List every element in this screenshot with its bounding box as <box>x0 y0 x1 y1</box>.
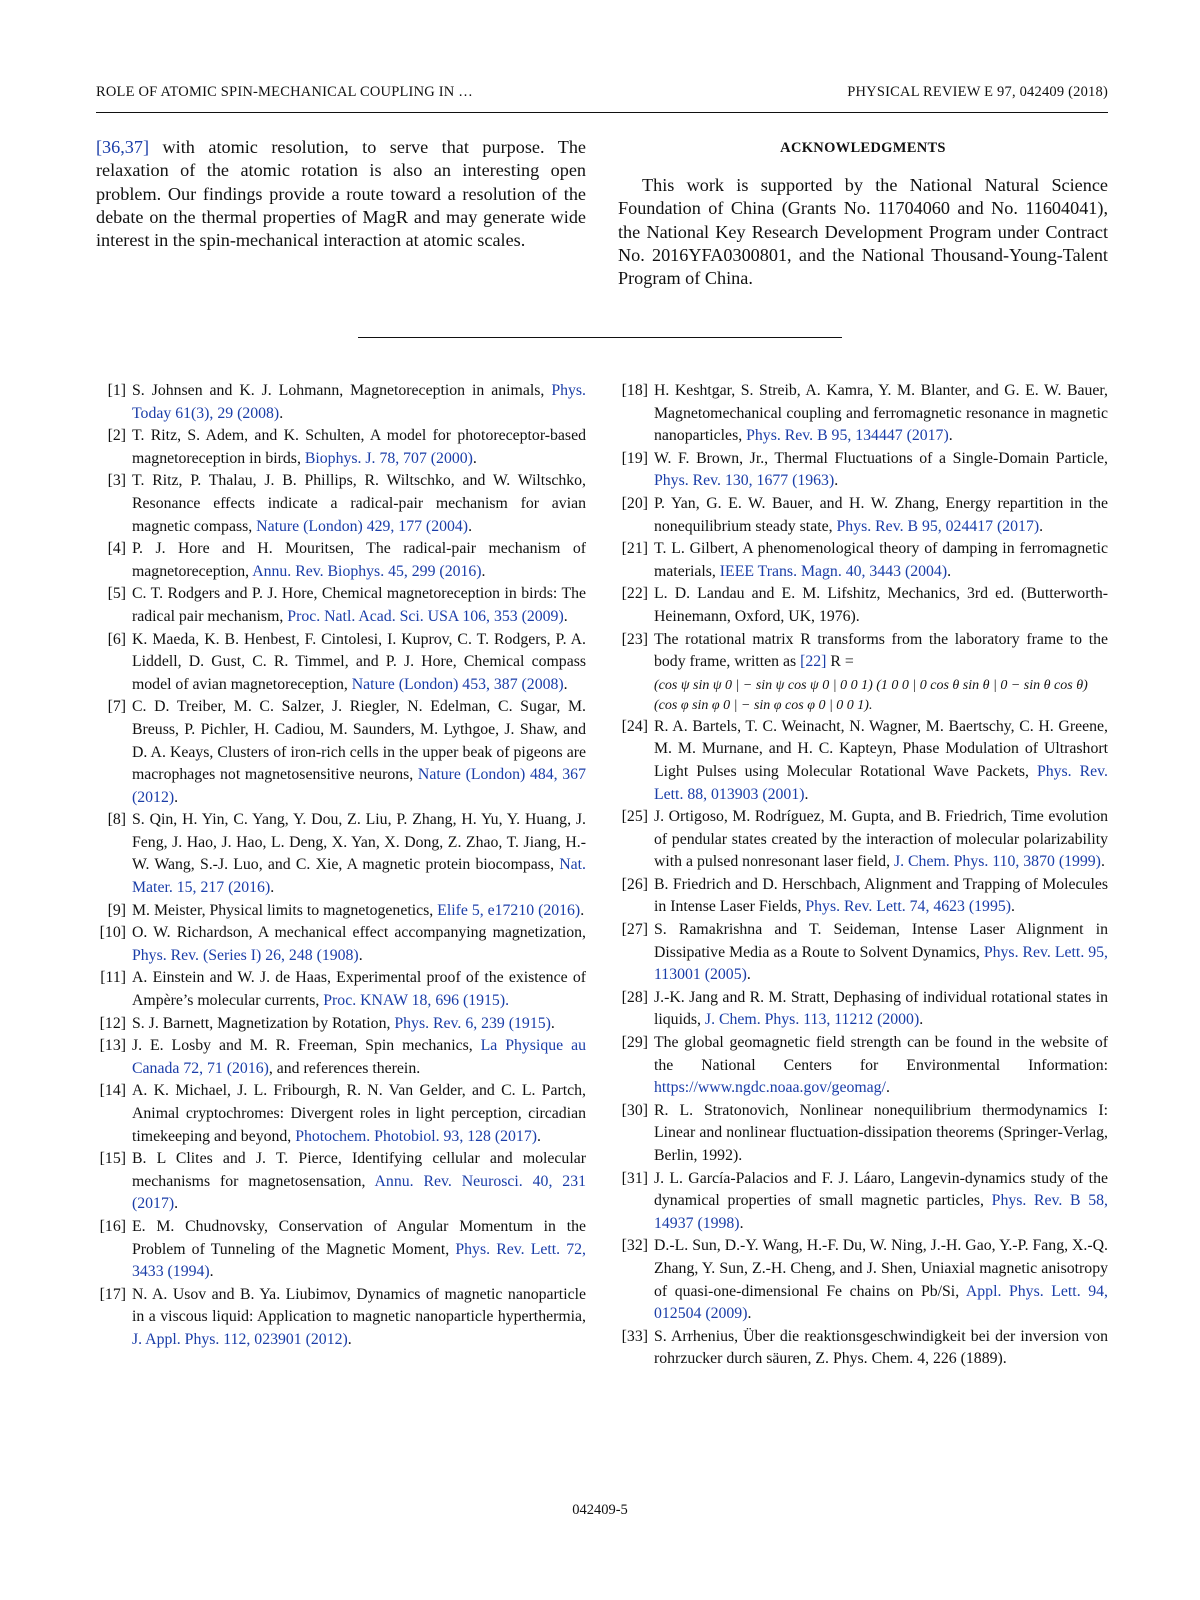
reference-item <box>618 448 1108 493</box>
reference-link[interactable]: https://www.ngdc.noaa.gov/geomag/ <box>654 1079 886 1097</box>
reference-tail: . <box>481 562 486 580</box>
reference-body: B. L Clites and J. T. Pierce, Identifying cellular and molecular mechanisms for magnetosensation, <box>132 1150 586 1190</box>
reference-item <box>618 1100 1108 1168</box>
reference-link[interactable]: Proc. KNAW 18, 696 (1915). <box>323 992 510 1010</box>
reference-text <box>654 987 1108 1032</box>
reference-item <box>96 900 586 923</box>
reference-body: S. J. Barnett, Magnetization by Rotation, <box>132 1014 395 1032</box>
reference-number: [6] <box>107 630 126 648</box>
reference-text <box>132 1284 586 1352</box>
header-journal: PHYSICAL REVIEW E 97, 042409 (2018) <box>847 84 1108 100</box>
reference-tail: . <box>563 607 568 625</box>
reference-tail: . <box>468 517 473 535</box>
reference-body: S. Johnsen and K. J. Lohmann, Magnetoreception in animals, <box>132 382 552 399</box>
reference-link[interactable]: Proc. Natl. Acad. Sci. USA 106, 353 (2009) <box>287 607 564 625</box>
reference-item <box>96 380 586 425</box>
reference-body: J. Ortigoso, M. Rodríguez, M. Gupta, and B. Friedrich, Time evolution of pendular states created by the interaction of molecular polarizability with a pulsed nonresonant laser field, <box>654 808 1108 871</box>
header-rule <box>96 112 1108 113</box>
reference-body: D.-L. Sun, D.-Y. Wang, H.-F. Du, W. Ning, J.-H. Gao, Y.-P. Fang, X.-Q. Zhang, Y. Sun, Z.-H. Cheng, and J. Shen, Uniaxial magnetic anisotropy of quasi-one-dimensional Fe chains on Pb/Si, <box>654 1237 1108 1300</box>
reference-link[interactable]: Nat. Mater. 15, 217 (2016) <box>132 856 586 897</box>
acknowledgments-text: This work is supported by the National Natural Science Foundation of China (Grants No. 11704060 and No. 11604041), the National Key Research Development Program under Contract No. 2016YFA0300801, and the National Thousand-Young-Talent Program of China. <box>618 175 1108 289</box>
reference-text <box>132 425 586 470</box>
reference-tail: . <box>746 966 751 984</box>
reference-text <box>654 538 1108 583</box>
reference-tail: . <box>536 1127 541 1145</box>
reference-item <box>96 583 586 628</box>
reference-link[interactable]: Annu. Rev. Neurosci. 40, 231 (2017) <box>132 1172 586 1213</box>
reference-body: S. Ramakrishna and T. Seideman, Intense Laser Alignment in Dissipative Media as a Route to Solvent Dynamics, <box>654 921 1108 961</box>
reference-item <box>618 583 1108 628</box>
reference-number: [11] <box>100 969 126 987</box>
reference-tail: . <box>1039 517 1044 535</box>
reference-item <box>96 1035 586 1080</box>
reference-link[interactable]: Elife 5, e17210 (2016) <box>437 901 581 919</box>
reference-tail: . <box>580 901 585 919</box>
reference-link[interactable]: Phys. Rev. Lett. 72, 3433 (1994) <box>132 1240 586 1281</box>
reference-body: E. M. Chudnovsky, Conservation of Angular Momentum in the Problem of Tunneling of the Magnetic Moment, <box>132 1217 586 1258</box>
reference-item <box>96 1284 586 1352</box>
reference-body: R. L. Stratonovich, Nonlinear nonequilibrium thermodynamics I: Linear and nonlinear fluctuation-dissipation theorems (Springer-Verlag, Berlin, 1992). <box>654 1101 1108 1164</box>
reference-text <box>132 583 586 628</box>
reference-number: [10] <box>99 924 126 942</box>
reference-number: [14] <box>99 1082 126 1100</box>
reference-text <box>132 967 586 1012</box>
reference-text <box>654 448 1108 493</box>
reference-body: A. K. Michael, J. L. Fribourgh, R. N. Van Gelder, and C. L. Partch, Animal cryptochromes: Divergent roles in light perception, circadian timekeeping and beyond, <box>132 1082 586 1145</box>
reference-number: [22] <box>621 585 648 603</box>
reference-item <box>96 470 586 538</box>
reference-item <box>96 809 586 899</box>
reference-number: [17] <box>99 1285 126 1303</box>
reference-number: [32] <box>621 1237 648 1255</box>
reference-body: C. D. Treiber, M. C. Salzer, J. Riegler, N. Edelman, C. Sugar, M. Breuss, P. Pichler, H. Cadiou, M. Saunders, M. Lythgoe, J. Shaw, and D. A. Keays, Clusters of iron-rich cells in the upper beak of pigeons are macrophages not magnetosensitive neurons, <box>132 698 586 784</box>
reference-text <box>132 809 586 899</box>
reference-number: [25] <box>621 808 648 826</box>
reference-tail: . <box>472 449 477 467</box>
reference-item <box>96 1216 586 1284</box>
reference-tail: . <box>563 675 568 693</box>
reference-link[interactable]: Phys. Rev. Lett. 74, 4623 (1995) <box>805 898 1011 916</box>
reference-link[interactable]: J. Appl. Phys. 112, 023901 (2012) <box>132 1330 348 1348</box>
reference-tail: . <box>550 1014 555 1032</box>
reference-body: R. A. Bartels, T. C. Weinacht, N. Wagner, M. Baertschy, C. H. Greene, M. M. Murnane, and H. C. Kapteyn, Phase Modulation of Ultrashort Light Pulses using Molecular Rotational Wave Packets, <box>654 717 1108 780</box>
reference-text <box>654 1032 1108 1100</box>
reference-item <box>96 1148 586 1216</box>
reference-text <box>132 922 586 967</box>
reference-link[interactable]: Nature (London) 429, 177 (2004) <box>256 517 469 535</box>
reference-body: C. T. Rodgers and P. J. Hore, Chemical magnetoreception in birds: The radical pair mechanism, <box>132 585 586 625</box>
reference-text <box>132 470 586 538</box>
reference-link[interactable]: Appl. Phys. Lett. 94, 012504 (2009) <box>654 1282 1108 1323</box>
reference-link[interactable]: Photochem. Photobiol. 93, 128 (2017) <box>295 1127 537 1145</box>
reference-text <box>132 1035 586 1080</box>
reference-item <box>618 629 1108 716</box>
reference-number: [28] <box>621 988 648 1006</box>
reference-text <box>132 1080 586 1148</box>
reference-link[interactable]: Phys. Rev. Lett. 95, 113001 (2005) <box>654 943 1109 984</box>
reference-body: B. Friedrich and D. Herschbach, Alignment and Trapping of Molecules in Intense Laser Fields, <box>654 875 1108 916</box>
reference-link[interactable]: Phys. Rev. 6, 239 (1915) <box>394 1014 551 1032</box>
reference-number: [21] <box>621 540 648 558</box>
reference-link[interactable]: J. Chem. Phys. 113, 11212 (2000) <box>704 1011 920 1029</box>
reference-tail: . <box>919 1011 924 1029</box>
reference-body: M. Meister, Physical limits to magnetogenetics, <box>132 901 438 919</box>
reference-text <box>654 1168 1108 1236</box>
reference-link[interactable]: Phys. Today 61(3), 29 (2008) <box>132 382 586 422</box>
reference-body: T. Ritz, S. Adem, and K. Schulten, A model for photoreceptor-based magnetoreception in birds, <box>132 427 586 467</box>
conclusion-text: with atomic resolution, to serve that purpose. The relaxation of the atomic rotation is also an interesting open problem. Our findings provide a route toward a resolution of the debate on the thermal properties of MagR and may generate wide interest in the spin-mechanical interaction at atomic scales. <box>96 137 586 251</box>
reference-number: [4] <box>107 540 126 558</box>
reference-body: N. A. Usov and B. Ya. Liubimov, Dynamics of magnetic nanoparticle in a viscous liquid: Application to magnetic nanoparticle hyperthermia, <box>132 1285 586 1326</box>
reference-text <box>654 493 1108 538</box>
reference-item <box>618 919 1108 987</box>
reference-link[interactable]: [22] <box>800 653 827 671</box>
reference-number: [31] <box>621 1169 648 1187</box>
header-title: ROLE OF ATOMIC SPIN-MECHANICAL COUPLING IN … <box>96 84 473 100</box>
reference-text <box>654 919 1108 987</box>
reference-number: [30] <box>621 1101 648 1119</box>
reference-tail: . <box>209 1263 214 1281</box>
rotation-matrix: (cos ψ sin ψ 0 | − sin ψ cos ψ 0 | 0 0 1) (1 0 0 | 0 cos θ sin θ | 0 − sin θ cos θ) (cos φ sin φ 0 | − sin φ cos φ 0 | 0 0 1). <box>654 677 1088 713</box>
reference-tail: . <box>947 562 952 580</box>
reference-tail: . <box>279 404 284 422</box>
references-right-column <box>618 380 1108 1371</box>
reference-number: [15] <box>99 1150 126 1168</box>
reference-body: P. J. Hore and H. Mouritsen, The radical-pair mechanism of magnetoreception, <box>132 540 586 580</box>
reference-item <box>618 1235 1108 1325</box>
reference-number: [9] <box>107 901 126 919</box>
reference-text <box>654 874 1108 919</box>
reference-number: [26] <box>621 875 648 893</box>
reference-number: [19] <box>621 449 648 467</box>
reference-body: T. L. Gilbert, A phenomenological theory of damping in ferromagnetic materials, <box>654 540 1108 580</box>
reference-text <box>654 1100 1108 1168</box>
reference-item <box>96 629 586 697</box>
reference-text <box>132 380 586 425</box>
reference-tail: . <box>347 1330 352 1348</box>
reference-item <box>618 1326 1108 1371</box>
references-left-column <box>96 380 586 1352</box>
reference-body: W. F. Brown, Jr., Thermal Fluctuations of a Single-Domain Particle, <box>654 449 1108 467</box>
reference-number: [1] <box>107 382 126 399</box>
reference-link[interactable]: J. Chem. Phys. 110, 3870 (1999) <box>893 853 1101 871</box>
reference-body: The global geomagnetic field strength can be found in the website of the National Centers for Environmental Information: <box>654 1034 1108 1074</box>
reference-tail: . <box>948 427 953 445</box>
reference-tail: , and references therein. <box>268 1059 421 1077</box>
reference-text <box>132 1013 586 1036</box>
reference-link[interactable]: Phys. Rev. B 58, 14937 (1998) <box>654 1192 1108 1232</box>
citation-link[interactable]: [36,37] <box>96 137 150 157</box>
reference-item <box>96 1080 586 1148</box>
reference-body: S. Arrhenius, Über die reaktionsgeschwindigkeit bei der inversion von rohrzucker durch säuren, Z. Phys. Chem. 4, 226 (1889). <box>654 1327 1108 1368</box>
reference-item <box>618 380 1108 448</box>
reference-link[interactable]: La Physique au Canada 72, 71 (2016) <box>132 1037 586 1077</box>
reference-text <box>654 806 1108 874</box>
reference-item <box>96 967 586 1012</box>
reference-number: [20] <box>621 494 648 512</box>
reference-body: L. D. Landau and E. M. Lifshitz, Mechanics, 3rd ed. (Butterworth-Heinemann, Oxford, UK, 1976). <box>654 585 1108 625</box>
reference-number: [29] <box>621 1034 648 1052</box>
reference-tail: . <box>270 879 275 897</box>
reference-text <box>654 1235 1108 1325</box>
reference-link[interactable]: Phys. Rev. Lett. 88, 013903 (2001) <box>654 762 1108 803</box>
reference-number: [3] <box>107 472 126 490</box>
reference-item <box>618 1032 1108 1100</box>
reference-body: O. W. Richardson, A mechanical effect accompanying magnetization, <box>132 924 586 942</box>
reference-link[interactable]: Phys. Rev. (Series I) 26, 248 (1908) <box>132 946 359 964</box>
reference-number: [5] <box>107 585 126 603</box>
reference-tail: . <box>747 1305 752 1323</box>
reference-tail: . <box>174 788 179 806</box>
reference-tail: . <box>1100 853 1105 871</box>
running-header <box>96 84 1108 101</box>
reference-item <box>618 1168 1108 1236</box>
reference-link[interactable]: Phys. Rev. B 95, 024417 (2017) <box>836 517 1040 535</box>
reference-tail: . <box>834 472 839 490</box>
reference-number: [27] <box>621 921 648 939</box>
reference-item <box>618 538 1108 583</box>
reference-number: [18] <box>621 382 648 399</box>
reference-text <box>654 716 1108 806</box>
reference-item <box>618 987 1108 1032</box>
reference-number: [8] <box>107 811 126 829</box>
reference-text <box>132 1216 586 1284</box>
reference-text <box>654 583 1108 628</box>
reference-number: [33] <box>621 1327 648 1345</box>
reference-item <box>618 806 1108 874</box>
reference-tail: . <box>1011 898 1015 916</box>
reference-tail: . <box>174 1195 179 1213</box>
reference-number: [12] <box>99 1014 126 1032</box>
reference-text <box>132 538 586 583</box>
reference-body: T. Ritz, P. Thalau, J. B. Phillips, R. Wiltschko, and W. Wiltschko, Resonance effects indicate a radical-pair mechanism for avian magnetic compass, <box>132 472 586 535</box>
reference-number: [7] <box>107 698 126 716</box>
reference-tail: . <box>739 1214 744 1232</box>
reference-link[interactable]: Annu. Rev. Biophys. 45, 299 (2016) <box>252 562 482 580</box>
reference-body: A. Einstein and W. J. de Haas, Experimental proof of the existence of Ampère’s molecular currents, <box>132 969 586 1010</box>
reference-link[interactable]: IEEE Trans. Magn. 40, 3443 (2004) <box>719 562 948 580</box>
reference-text <box>132 900 586 923</box>
reference-body: J. E. Losby and M. R. Freeman, Spin mechanics, <box>132 1037 481 1055</box>
reference-item <box>96 922 586 967</box>
reference-body: J. L. García-Palacios and F. J. Láaro, Langevin-dynamics study of the dynamical properties of small magnetic particles, <box>654 1169 1108 1210</box>
reference-body: S. Qin, H. Yin, C. Yang, Y. Dou, Z. Liu, P. Zhang, H. Yu, Y. Huang, J. Feng, J. Hao, J. Hao, L. Deng, X. Yan, X. Dong, Z. Zhao, T. Jiang, H.-W. Wang, S.-J. Luo, and C. Xie, A magnetic protein biocompass, <box>132 811 586 874</box>
reference-text <box>132 629 586 697</box>
reference-link[interactable]: Nature (London) 453, 387 (2008) <box>351 675 564 693</box>
reference-number: [24] <box>621 717 648 735</box>
reference-item <box>96 425 586 470</box>
reference-link[interactable]: Phys. Rev. 130, 1677 (1963) <box>654 472 835 490</box>
reference-text <box>132 1148 586 1216</box>
reference-tail: R = <box>826 653 854 671</box>
reference-tail: . <box>804 785 809 803</box>
reference-number: [16] <box>99 1217 126 1235</box>
reference-tail: . <box>358 946 363 964</box>
acknowledgments-heading: ACKNOWLEDGMENTS <box>780 140 946 156</box>
reference-body: P. Yan, G. E. W. Bauer, and H. W. Zhang, Energy repartition in the nonequilibrium steady state, <box>654 494 1108 535</box>
conclusion-paragraph <box>96 136 586 252</box>
reference-text <box>654 1326 1108 1371</box>
reference-number: [23] <box>621 630 648 648</box>
reference-link[interactable]: Biophys. J. 78, 707 (2000) <box>304 449 473 467</box>
reference-tail: . <box>885 1079 890 1097</box>
reference-number: [13] <box>99 1037 126 1055</box>
reference-text <box>654 629 1108 716</box>
reference-body: J.-K. Jang and R. M. Stratt, Dephasing of individual rotational states in liquids, <box>654 988 1108 1029</box>
reference-number: [2] <box>107 427 126 445</box>
reference-text <box>654 380 1108 448</box>
reference-body: H. Keshtgar, S. Streib, A. Kamra, Y. M. Blanter, and G. E. W. Bauer, Magnetomechanical coupling and ferromagnetic resonance in magnetic nanoparticles, <box>654 382 1108 445</box>
reference-link[interactable]: Phys. Rev. B 95, 134447 (2017) <box>746 427 949 445</box>
reference-item <box>618 716 1108 806</box>
section-divider <box>358 337 842 338</box>
reference-link[interactable]: Nature (London) 484, 367 (2012) <box>132 766 586 806</box>
reference-item <box>618 874 1108 919</box>
reference-item <box>96 696 586 809</box>
page-number: 042409-5 <box>572 1502 628 1518</box>
reference-item <box>96 538 586 583</box>
reference-item <box>96 1013 586 1036</box>
reference-item <box>618 493 1108 538</box>
reference-body: The rotational matrix R transforms from the laboratory frame to the body frame, written as <box>654 630 1108 671</box>
reference-text <box>132 696 586 809</box>
reference-body: K. Maeda, K. B. Henbest, F. Cintolesi, I. Kuprov, C. T. Rodgers, P. A. Liddell, D. Gust, C. R. Timmel, and P. J. Hore, Chemical compass model of avian magnetoreception, <box>132 630 586 693</box>
